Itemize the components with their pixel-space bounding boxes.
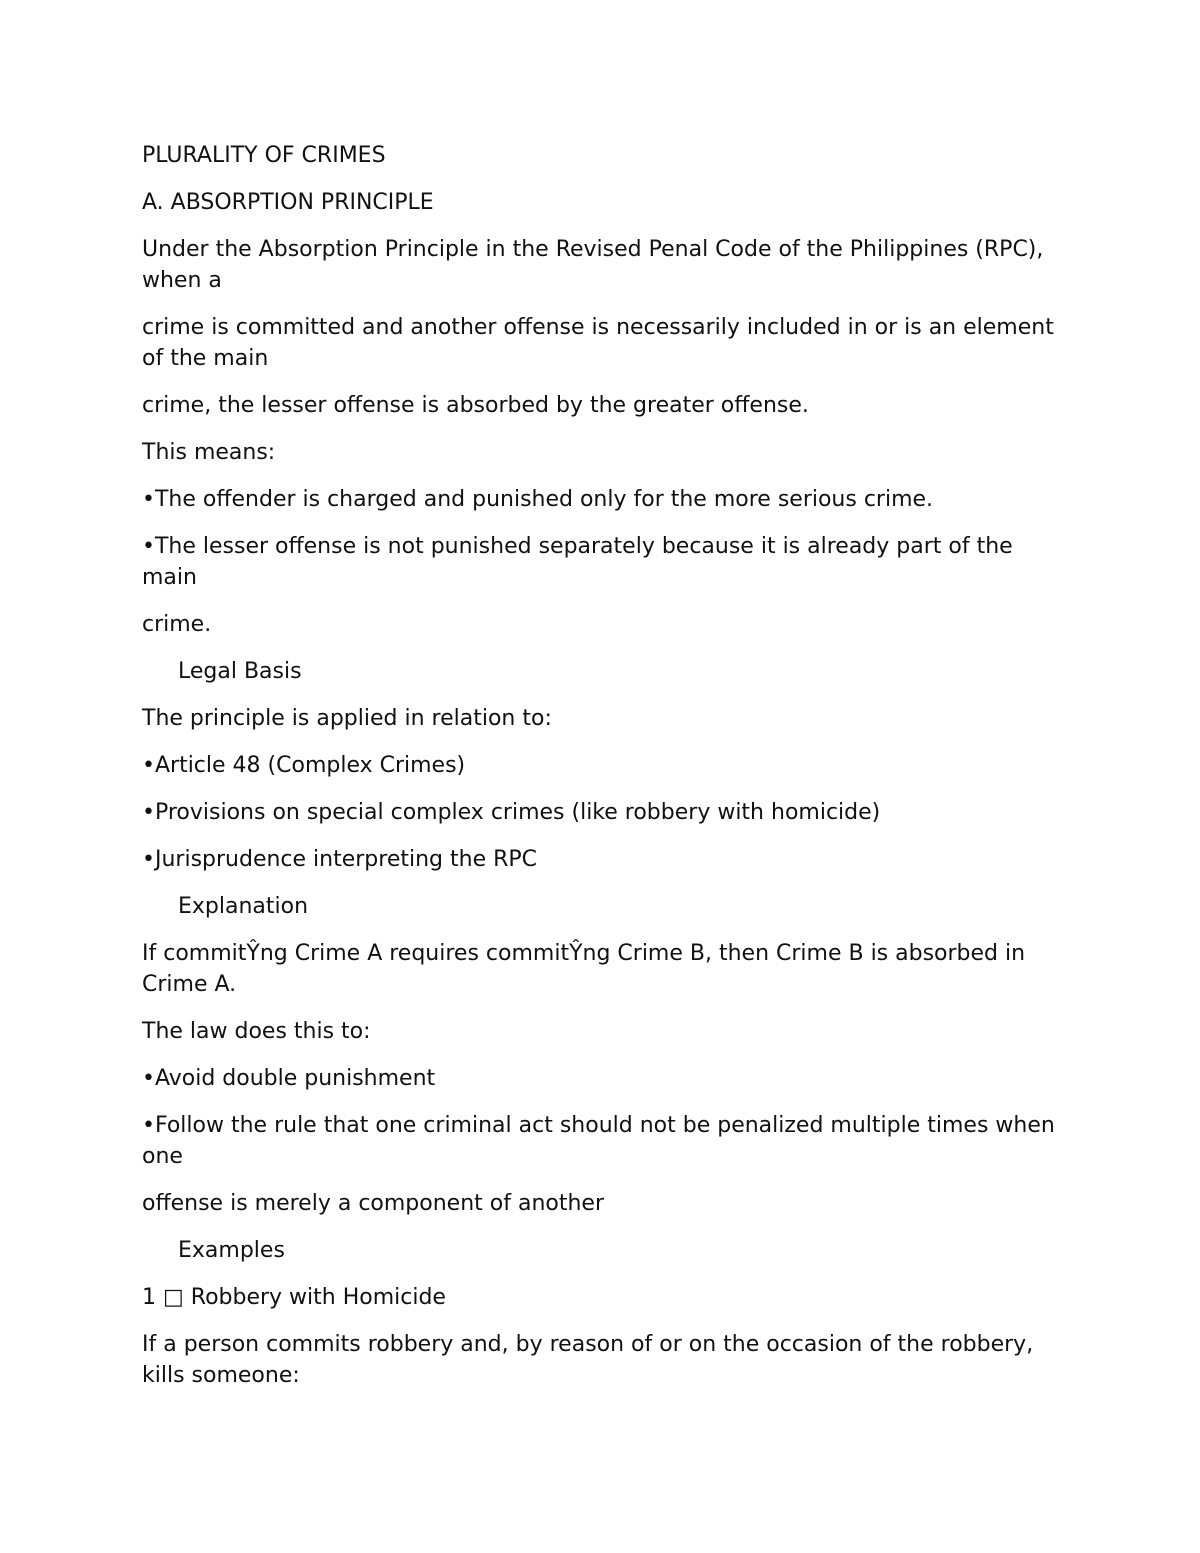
- document-title: PLURALITY OF CRIMES: [142, 143, 386, 168]
- example-heading: 1 □ Robbery with Homicide: [142, 1285, 446, 1310]
- bullet-item: •Jurisprudence interpreting the RPC: [142, 847, 538, 872]
- subheading-examples: Examples: [178, 1238, 285, 1263]
- paragraph: If a person commits robbery and, by reason of or on the occasion of the robbery, kills someone:: [142, 1332, 1034, 1388]
- bullet-item: •Avoid double punishment: [142, 1066, 436, 1091]
- paragraph: crime.: [142, 612, 212, 637]
- paragraph: This means:: [142, 440, 276, 465]
- bullet-item: •Article 48 (Complex Crimes): [142, 753, 466, 778]
- paragraph: Under the Absorption Principle in the Revised Penal Code of the Philippines (RPC), when a: [142, 237, 1044, 293]
- paragraph: The law does this to:: [142, 1019, 371, 1044]
- document-page: [142, 140, 1072, 1407]
- paragraph: crime, the lesser offense is absorbed by the greater offense.: [142, 393, 809, 418]
- paragraph: If commitŶng Crime A requires commitŶng Crime B, then Crime B is absorbed in Crime A.: [142, 941, 1026, 997]
- bullet-item: •Provisions on special complex crimes (like robbery with homicide): [142, 800, 881, 825]
- bullet-item: •The lesser offense is not punished separately because it is already part of the main: [142, 534, 1013, 590]
- bullet-item: •The offender is charged and punished only for the more serious crime.: [142, 487, 934, 512]
- paragraph: crime is committed and another offense is necessarily included in or is an element of the main: [142, 315, 1054, 371]
- bullet-item: •Follow the rule that one criminal act should not be penalized multiple times when one: [142, 1113, 1055, 1169]
- subheading-explanation: Explanation: [178, 894, 309, 919]
- paragraph: The principle is applied in relation to:: [142, 706, 552, 731]
- paragraph: offense is merely a component of another: [142, 1191, 604, 1216]
- subheading-legal-basis: Legal Basis: [178, 659, 302, 684]
- section-heading: A. ABSORPTION PRINCIPLE: [142, 190, 434, 215]
